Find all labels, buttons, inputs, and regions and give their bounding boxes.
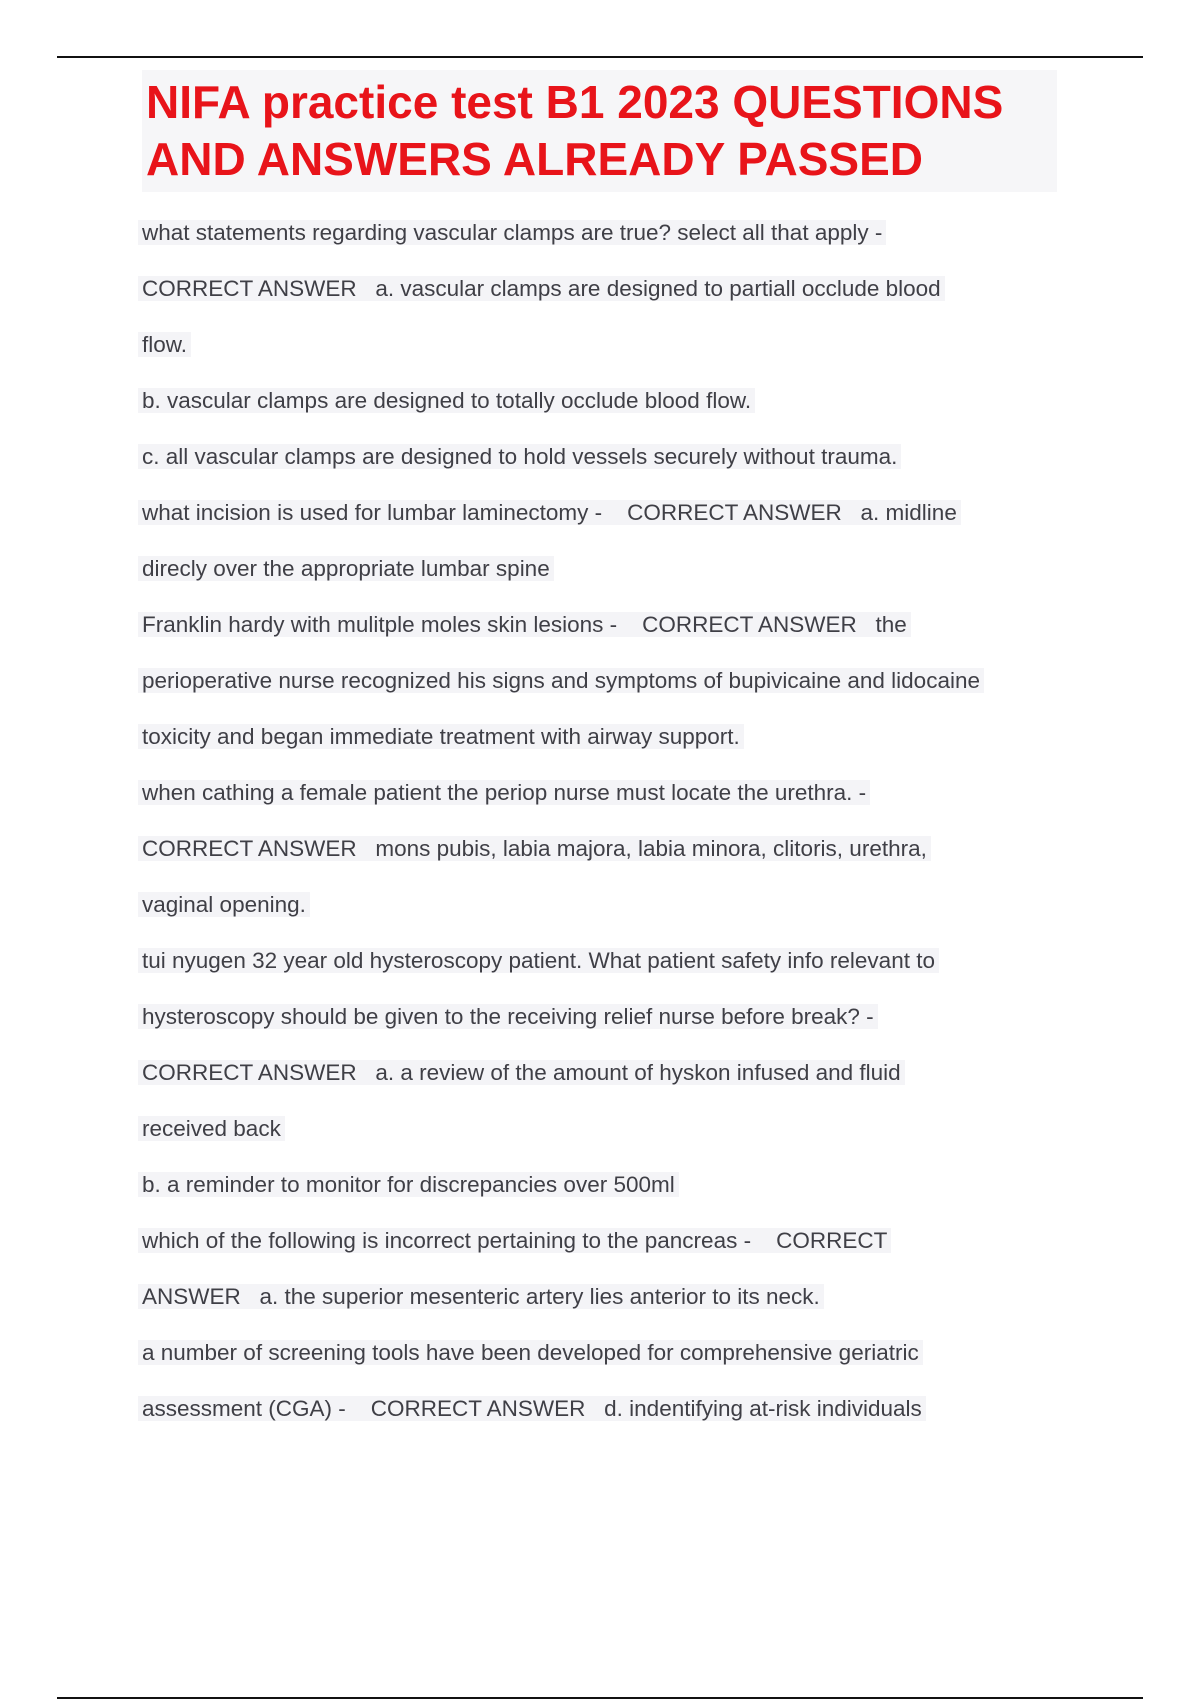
text-line: when cathing a female patient the periop nurse must locate the urethra. - [142, 772, 1062, 828]
text-line: b. vascular clamps are designed to totally occlude blood flow. [142, 380, 1062, 436]
text-line: what statements regarding vascular clamps are true? select all that apply - [142, 212, 1062, 268]
text-line: flow. [142, 324, 1062, 380]
bottom-rule [57, 1697, 1143, 1699]
text-line: a number of screening tools have been developed for comprehensive geriatric [142, 1332, 1062, 1388]
text-line: direcly over the appropriate lumbar spine [142, 548, 1062, 604]
text-line: c. all vascular clamps are designed to hold vessels securely without trauma. [142, 436, 1062, 492]
text-line: CORRECT ANSWER a. vascular clamps are designed to partiall occlude blood [142, 268, 1062, 324]
title-block [142, 70, 1057, 192]
text-line: which of the following is incorrect pertaining to the pancreas - CORRECT [142, 1220, 1062, 1276]
text-line: ANSWER a. the superior mesenteric artery lies anterior to its neck. [142, 1276, 1062, 1332]
text-line: b. a reminder to monitor for discrepancies over 500ml [142, 1164, 1062, 1220]
text-line: tui nyugen 32 year old hysteroscopy patient. What patient safety info relevant to [142, 940, 1062, 996]
qa-text [142, 212, 1062, 1444]
text-line: CORRECT ANSWER a. a review of the amount of hyskon infused and fluid [142, 1052, 1062, 1108]
document-body [142, 70, 1062, 1444]
text-line: assessment (CGA) - CORRECT ANSWER d. indentifying at-risk individuals [142, 1388, 1062, 1444]
text-line: Franklin hardy with mulitple moles skin lesions - CORRECT ANSWER the [142, 604, 1062, 660]
text-line: received back [142, 1108, 1062, 1164]
text-line: toxicity and began immediate treatment with airway support. [142, 716, 1062, 772]
document-title: NIFA practice test B1 2023 QUESTIONS AND ANSWERS ALREADY PASSED [146, 76, 1004, 185]
text-line: vaginal opening. [142, 884, 1062, 940]
text-line: hysteroscopy should be given to the receiving relief nurse before break? - [142, 996, 1062, 1052]
text-line: CORRECT ANSWER mons pubis, labia majora, labia minora, clitoris, urethra, [142, 828, 1062, 884]
text-line: perioperative nurse recognized his signs and symptoms of bupivicaine and lidocaine [142, 660, 1062, 716]
top-rule [57, 56, 1143, 58]
text-line: what incision is used for lumbar laminectomy - CORRECT ANSWER a. midline [142, 492, 1062, 548]
